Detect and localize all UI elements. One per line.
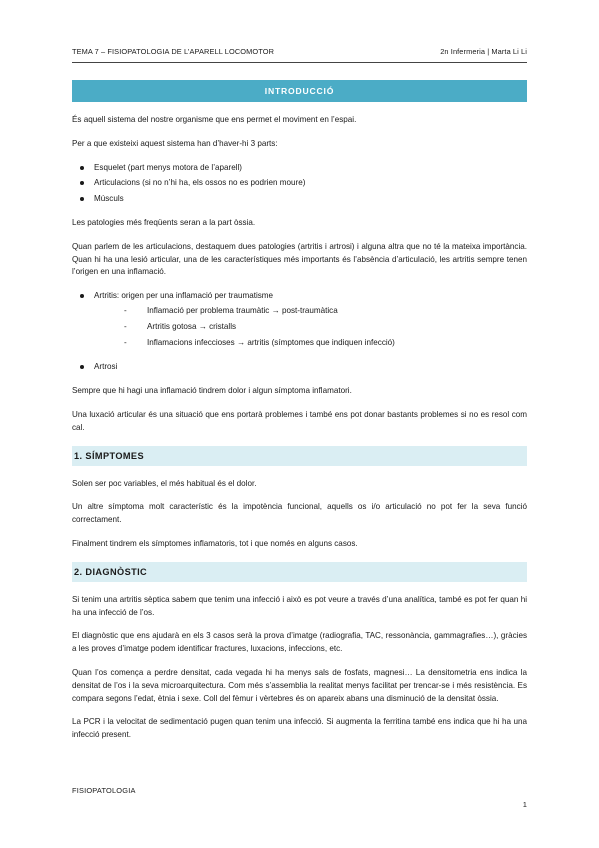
- sublist-item: - Inflamació per problema traumàtic → post-traumàtica: [94, 305, 527, 318]
- diagnostic-paragraph: La PCR i la velocitat de sedimentació pugen quan tenim una infecció. Si augmenta la ferritina també ens indica que hi ha una infecció present.: [72, 717, 527, 740]
- artritis-sublist: [94, 305, 527, 349]
- sublist-item: - Artritis gotosa → cristalls: [94, 321, 527, 334]
- diagnostic-paragraph: Quan l’os comença a perdre densitat, cada vegada hi ha menys sals de fosfats, magnesi… La densitometria ens indica la densitat de l’os i la seva microarquitectura. Com més s’assemblia la realitat menys facilitat per trencar-se i més resistència. Es compara segons l’edat, ètnia i sexe. Coll del fèmur i vèrtebres és on apareix abans una disminució de la densitat òssia.: [72, 667, 527, 703]
- parts-list: [72, 162, 527, 206]
- intro-paragraph: Per a que existeixi aquest sistema han d’haver-hi 3 parts:: [72, 138, 278, 148]
- header-author: 2n Infermeria | Marta Li Li: [440, 47, 527, 56]
- intro-paragraph: Sempre que hi hagi una inflamació tindrem dolor i algun símptoma inflamatori.: [72, 386, 352, 396]
- diagnostic-heading: 2. DIAGNÒSTIC: [72, 562, 527, 582]
- list-item: Esquelet (part menys motora de l’aparell): [72, 162, 527, 175]
- header-title: TEMA 7 – FISIOPATOLOGIA DE L’APARELL LOCOMOTOR: [72, 47, 275, 56]
- simptomes-heading: 1. SÍMPTOMES: [72, 446, 527, 466]
- pathology-list: [72, 290, 527, 374]
- list-item-artrosi: [72, 361, 527, 374]
- artrosi-label: Artrosi: [94, 362, 118, 372]
- diagnostic-paragraph: El diagnòstic que ens ajudarà en els 3 casos serà la prova d’imatge (radiografia, TAC, ressonància, gammagrafies…), gràcies a les proves d’imatge podem identificar fractures, luxacions, infeccions, etc.: [72, 631, 527, 654]
- simptomes-paragraph: Un altre símptoma molt característic és la impotència funcional, aquells os i/o articulació no pot fer la seva funció correctament.: [72, 502, 527, 525]
- page-number: 1: [522, 800, 527, 809]
- list-item: Músculs: [72, 193, 527, 206]
- list-item-artritis: [72, 290, 527, 349]
- intro-heading: INTRODUCCIÓ: [72, 80, 527, 102]
- artritis-label: Artritis: origen per una inflamació per traumatisme: [94, 291, 274, 301]
- list-item: Articulacions (si no n’hi ha, els ossos no es podrien moure): [72, 177, 527, 190]
- simptomes-paragraph: Solen ser poc variables, el més habitual és el dolor.: [72, 478, 257, 488]
- intro-paragraph: És aquell sistema del nostre organisme que ens permet el moviment en l’espai.: [72, 115, 357, 124]
- header-rule: [72, 62, 527, 63]
- diagnostic-paragraph: Si tenim una artritis sèptica sabem que tenim una infecció i això es pot veure a través d’una analítica, també es pot fer quan hi ha una infecció de l’os.: [72, 594, 527, 617]
- page-content: [72, 80, 527, 753]
- intro-paragraph: Quan parlem de les articulacions, destaquem dues patologies (artritis i artrosi) i alguna altra que no té la mateixa importància. Quan hi ha una lesió articular, una de les característiques més importants és l’absència d’articulació, les artritis sempre tenen l’origen en una inflamació.: [72, 241, 527, 277]
- intro-paragraph: Les patologies més freqüents seran a la part òssia.: [72, 217, 256, 227]
- footer-subject: FISIOPATOLOGIA: [72, 786, 136, 795]
- intro-paragraph: Una luxació articular és una situació que ens portarà problemes i també ens pot donar bastants problemes si no es resol com cal.: [72, 409, 527, 432]
- sublist-item: - Inflamacions infeccioses → artritis (símptomes que indiquen infecció): [94, 337, 527, 350]
- simptomes-paragraph: Finalment tindrem els símptomes inflamatoris, tot i que només en alguns casos.: [72, 538, 358, 548]
